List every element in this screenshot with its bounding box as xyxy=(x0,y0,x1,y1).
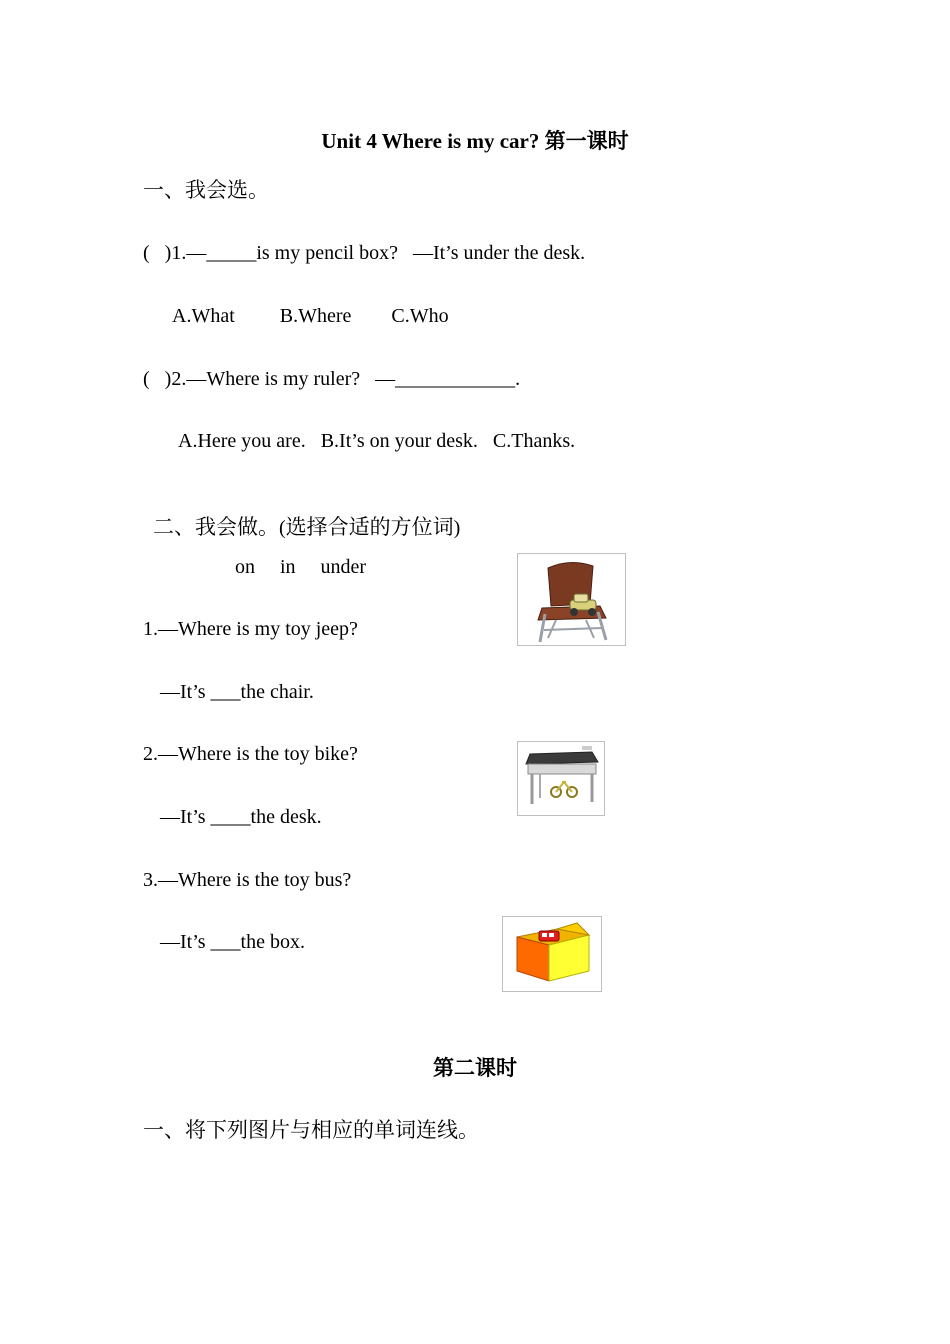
question-2-stem: ( )2.—Where is my ruler? —____________. xyxy=(143,368,521,390)
section2-note: 选择合适的方位词 xyxy=(285,515,454,539)
item-1-answer: —It’s ___the chair. xyxy=(160,681,314,703)
section2-paren-close: ) xyxy=(453,517,461,539)
chair-jeep-picture xyxy=(517,553,626,646)
lesson-2-title: 第二课时 xyxy=(433,1056,517,1080)
item-2-answer: —It’s ____the desk. xyxy=(160,806,322,828)
title-cn: 第一课时 xyxy=(544,129,629,153)
item-2-question: 2.—Where is the toy bike? xyxy=(143,743,358,765)
box-bus-picture xyxy=(502,916,602,992)
section2-heading xyxy=(143,491,460,540)
item-1-question: 1.—Where is my toy jeep? xyxy=(143,618,358,640)
word-bank: on in under xyxy=(235,556,367,578)
question-1-stem: ( )1.—_____is my pencil box? —It’s under the desk. xyxy=(143,242,586,264)
page-title xyxy=(0,128,950,154)
question-1-options: A.What B.Where C.Who xyxy=(172,305,449,327)
section2-paren-open: ( xyxy=(279,517,286,539)
item-3-question: 3.—Where is the toy bus? xyxy=(143,869,352,891)
section1-heading: 一、我会选。 xyxy=(143,178,269,202)
title-en: Unit 4 Where is my car? xyxy=(321,129,545,153)
lesson-2-heading: 一、将下列图片与相应的单词连线。 xyxy=(143,1118,479,1142)
item-3-answer: —It’s ___the box. xyxy=(160,931,305,953)
desk-bike-picture xyxy=(517,741,605,816)
question-2-options: A.Here you are. B.It’s on your desk. C.Thanks. xyxy=(178,430,576,452)
section2-heading-cn: 二、我会做。 xyxy=(153,515,279,539)
